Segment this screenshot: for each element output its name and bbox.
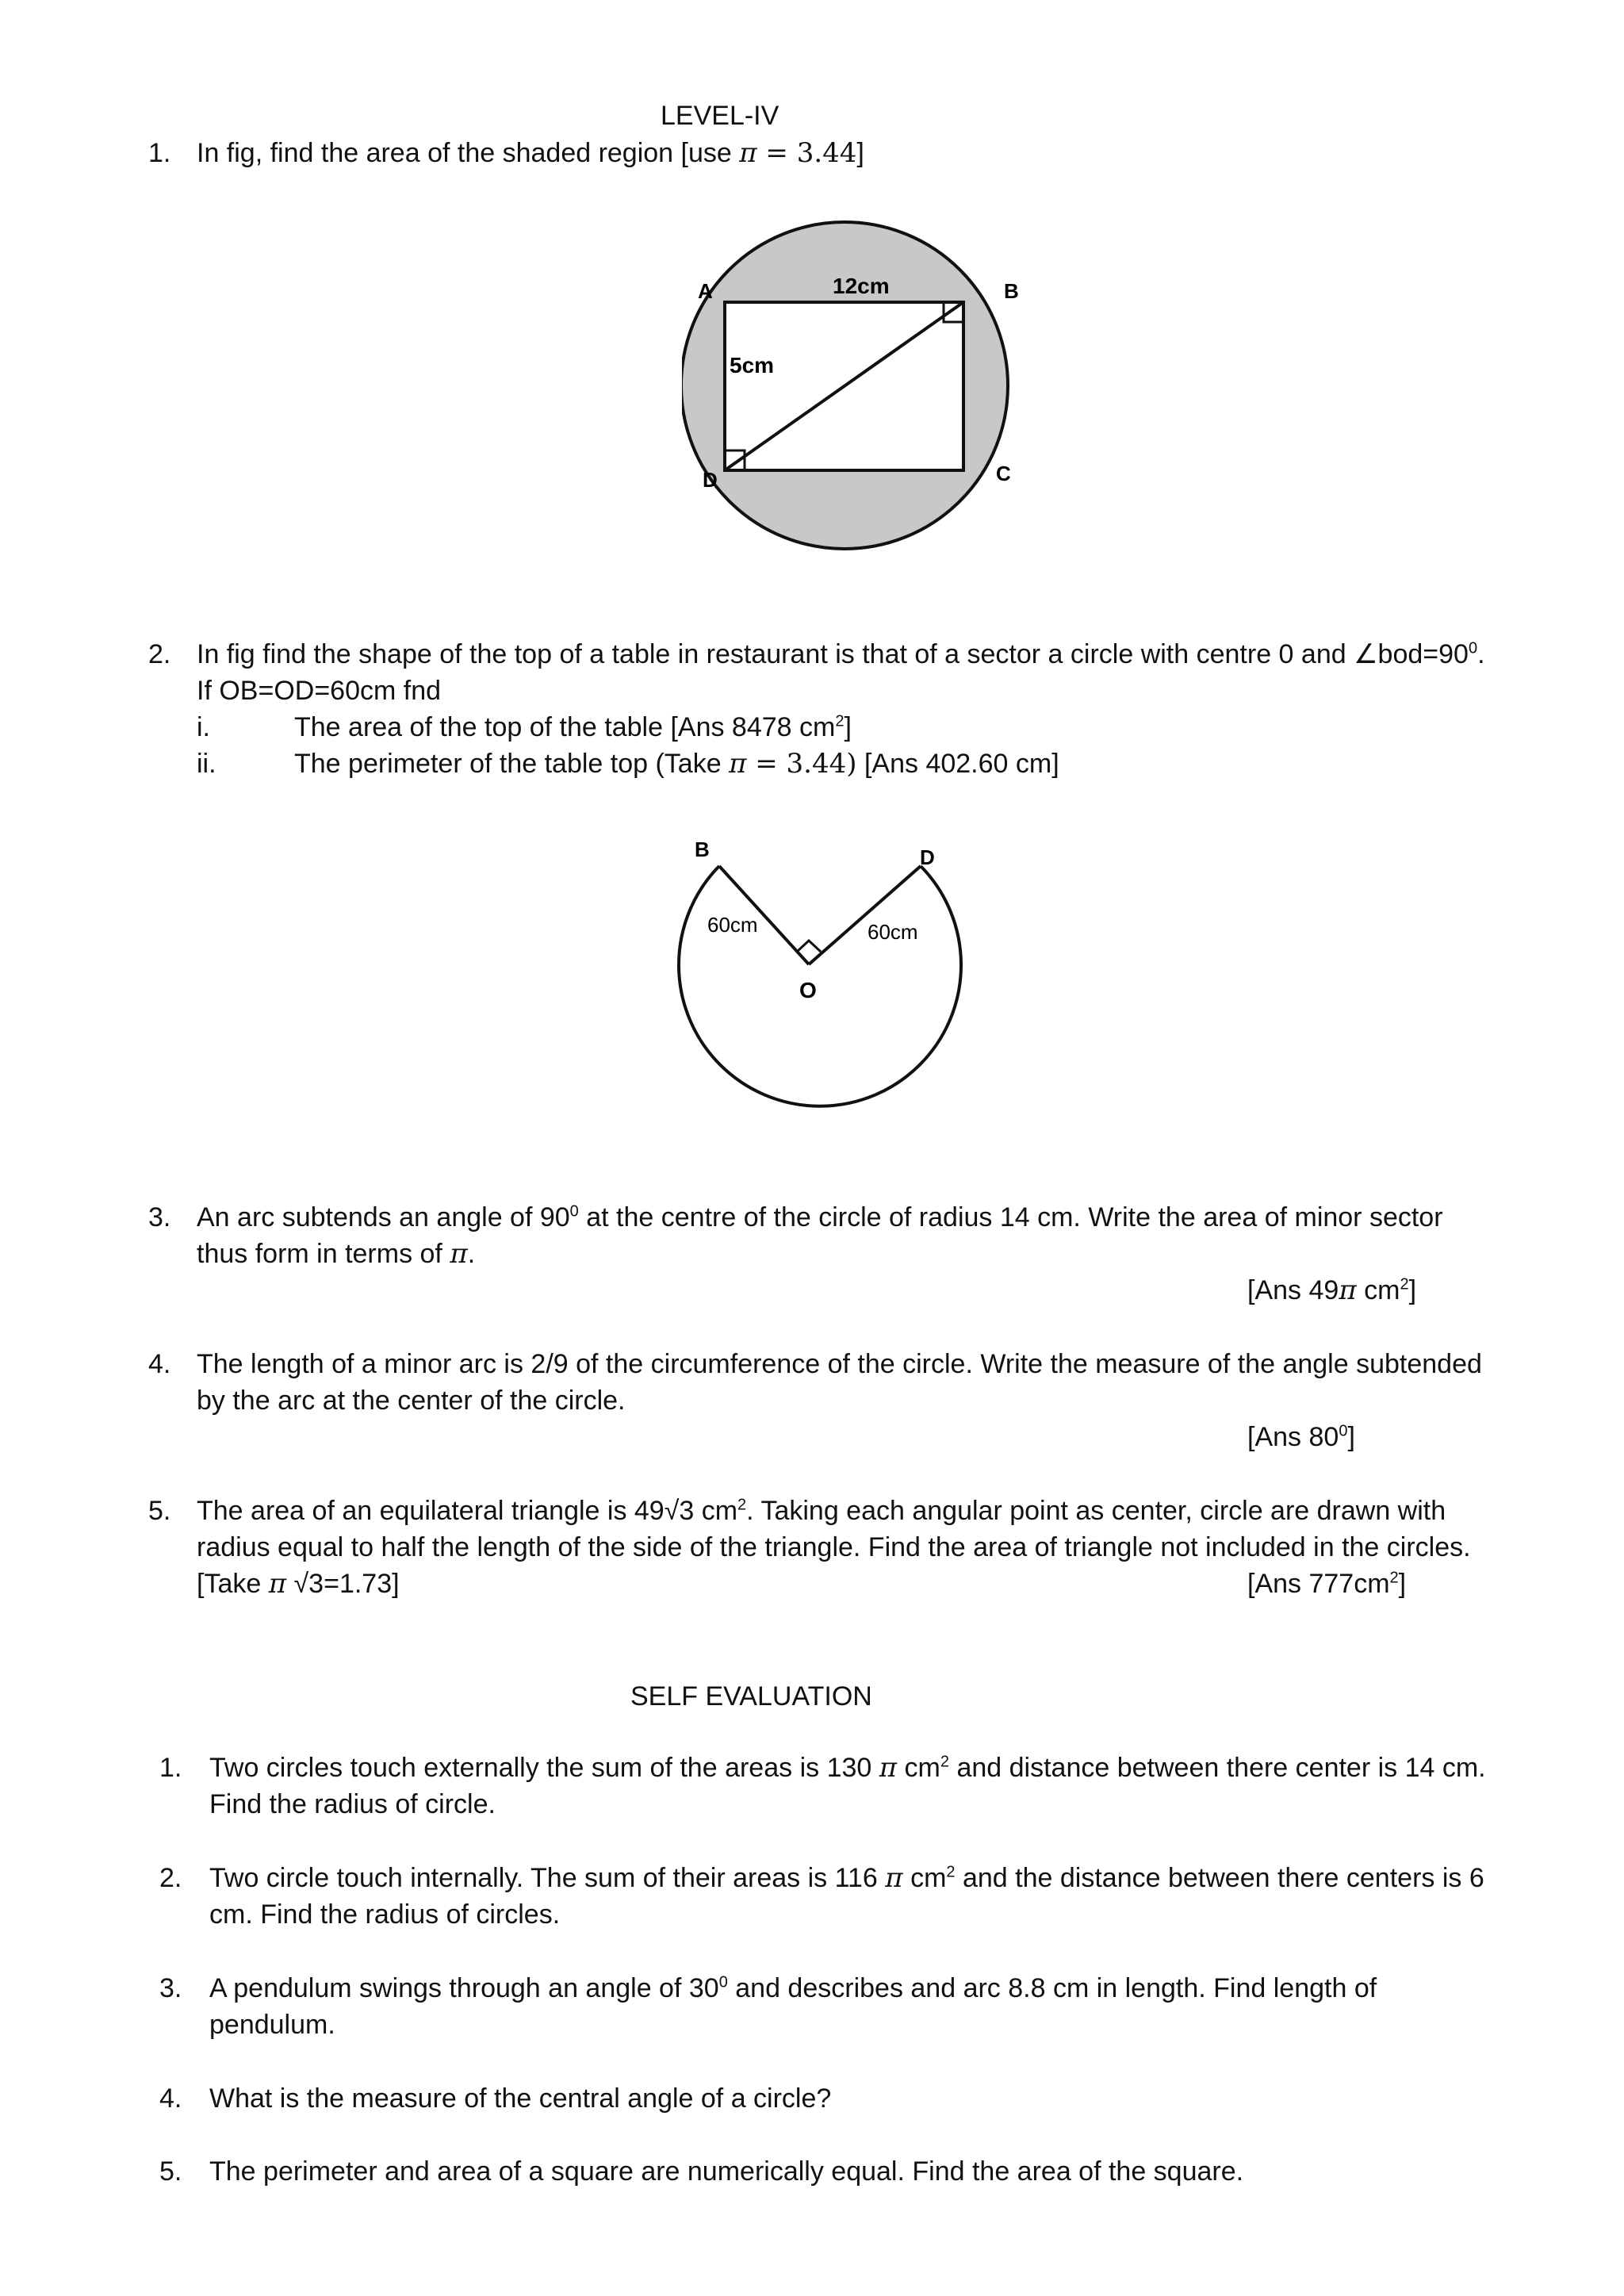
- q1-number: 1.: [148, 138, 171, 168]
- radius-od: [809, 866, 921, 964]
- q5-line1-end: . Taking each angular point as center, circle are drawn with: [746, 1496, 1446, 1526]
- pi-symbol: π: [739, 137, 757, 169]
- q3-answer: [1247, 1272, 1416, 1309]
- se-q2-text-b: cm: [902, 1863, 947, 1893]
- squared-superscript: 2: [737, 1496, 747, 1514]
- label-b: B: [1004, 279, 1019, 303]
- pi-symbol: π: [450, 1238, 468, 1270]
- q3-line1-end: at the centre of the circle of radius 14 cm. Write the area of minor sector: [578, 1202, 1443, 1232]
- q2-line1-text: In fig find the shape of the top of a table in restaurant is that of a sector a circle with centre 0 and ∠bod=90: [197, 639, 1469, 669]
- q4-line2: by the arc at the center of the circle.: [197, 1386, 626, 1416]
- se-q2-line1: [209, 1860, 1484, 1896]
- q2-pi-value: = 3.44): [746, 748, 857, 780]
- right-angle-mark-o: [797, 941, 821, 952]
- q2-line1: [197, 636, 1485, 673]
- squared-superscript: 2: [1400, 1275, 1409, 1294]
- se-q1-line1: [209, 1750, 1486, 1786]
- label-o: O: [799, 978, 817, 1002]
- q2-sub-i-main: The area of the top of the table [Ans 8478 cm: [294, 712, 836, 742]
- se-q3-text-b: and describes and arc 8.8 cm in length. Find length of: [727, 1973, 1377, 2003]
- degree-superscript: 0: [1339, 1422, 1348, 1440]
- side-ad-label: 5cm: [730, 353, 775, 378]
- q2-sub-ii-end: [Ans 402.60 cm]: [856, 749, 1059, 779]
- q3-line2-end: .: [467, 1239, 476, 1269]
- q2-sub-ii-main: The perimeter of the table top (Take: [294, 749, 730, 779]
- se-q1-number: 1.: [159, 1753, 182, 1783]
- se-q1-text-c: and distance between there center is 14 cm.: [949, 1753, 1486, 1783]
- se-q5-number: 5.: [159, 2156, 182, 2187]
- degree-superscript: 0: [569, 1202, 579, 1221]
- q1-close: ]: [856, 138, 864, 168]
- label-b: B: [695, 838, 710, 861]
- se-q3-line1: [209, 1970, 1377, 2007]
- pi-symbol: π: [1339, 1274, 1357, 1306]
- q4-line1: The length of a minor arc is 2/9 of the circumference of the circle. Write the measure of the angle subtended: [197, 1349, 1482, 1379]
- q2-sub-ii-number: ii.: [197, 749, 216, 779]
- figure-circle-rectangle: [682, 214, 1039, 555]
- se-q3-text-a: A pendulum swings through an angle of 30: [209, 1973, 719, 2003]
- se-q2-text-a: Two circle touch internally. The sum of their areas is 116: [209, 1863, 886, 1893]
- page-title: LEVEL-IV: [661, 101, 779, 131]
- q4-answer-end: ]: [1347, 1422, 1355, 1452]
- q5-line1: [197, 1493, 1446, 1529]
- degree-superscript: 0: [1468, 639, 1478, 657]
- figure-table-sector: [658, 833, 975, 1110]
- degree-superscript: 0: [718, 1973, 728, 1991]
- q5-line3: [197, 1566, 400, 1602]
- squared-superscript: 2: [946, 1863, 956, 1881]
- q4-answer-text: [Ans 80: [1247, 1422, 1339, 1452]
- squared-superscript: 2: [835, 712, 845, 730]
- se-q3-number: 3.: [159, 1973, 182, 2003]
- q2-sub-i-number: i.: [197, 712, 210, 742]
- q5-answer-end: ]: [1398, 1569, 1407, 1599]
- q3-answer-text: [Ans 49: [1247, 1275, 1339, 1305]
- se-q1-text-b: cm: [897, 1753, 940, 1783]
- radius-od-label: 60cm: [868, 920, 918, 944]
- q5-answer: [1247, 1566, 1406, 1602]
- label-c: C: [996, 462, 1011, 485]
- section-title-self-evaluation: SELF EVALUATION: [630, 1681, 872, 1711]
- label-d: D: [920, 845, 935, 869]
- pi-symbol: π: [729, 748, 747, 780]
- q2-line1-end: .: [1477, 639, 1485, 669]
- q5-answer-text: [Ans 777cm: [1247, 1569, 1390, 1599]
- q3-answer-end: ]: [1408, 1275, 1417, 1305]
- q3-number: 3.: [148, 1202, 171, 1232]
- squared-superscript: 2: [940, 1753, 950, 1771]
- se-q2-text-c: and the distance between there centers is 6: [955, 1863, 1484, 1893]
- q5-line2: radius equal to half the length of the side of the triangle. Find the area of triangle not included in the circles.: [197, 1532, 1471, 1562]
- q2-number: 2.: [148, 639, 171, 669]
- q4-number: 4.: [148, 1349, 171, 1379]
- q3-line1-text: An arc subtends an angle of 90: [197, 1202, 570, 1232]
- se-q4-number: 4.: [159, 2083, 182, 2114]
- se-q5-line1: The perimeter and area of a square are numerically equal. Find the area of the square.: [209, 2156, 1244, 2187]
- q2-sub-i-end: ]: [844, 712, 852, 742]
- q2-sub-i-text: [294, 709, 852, 746]
- se-q1-line2: Find the radius of circle.: [209, 1789, 496, 1819]
- label-d: D: [703, 468, 718, 492]
- side-ab-label: 12cm: [833, 274, 890, 298]
- q1-text: [197, 135, 864, 171]
- radius-ob-label: 60cm: [707, 913, 758, 937]
- se-q2-line2: cm. Find the radius of circles.: [209, 1899, 561, 1930]
- q2-line2: If OB=OD=60cm fnd: [197, 676, 442, 706]
- q5-line1-text: The area of an equilateral triangle is 49√3 cm: [197, 1496, 738, 1526]
- q5-number: 5.: [148, 1496, 171, 1526]
- pi-symbol: π: [885, 1862, 903, 1894]
- q3-line1: [197, 1199, 1443, 1236]
- q3-answer-unit: cm: [1356, 1275, 1400, 1305]
- se-q2-number: 2.: [159, 1863, 182, 1893]
- se-q3-line2: pendulum.: [209, 2010, 335, 2040]
- q1-text-main: In fig, find the area of the shaded region [use: [197, 138, 740, 168]
- q3-line2: [197, 1236, 475, 1272]
- q3-line2-text: thus form in terms of: [197, 1239, 450, 1269]
- se-q1-text-a: Two circles touch externally the sum of the areas is 130: [209, 1753, 879, 1783]
- squared-superscript: 2: [1389, 1569, 1399, 1587]
- q5-line3-end: √3=1.73]: [286, 1569, 400, 1599]
- q2-sub-ii-text: [294, 746, 1059, 782]
- pi-symbol: π: [268, 1568, 287, 1600]
- q1-pi-value: = 3.44: [756, 137, 857, 169]
- pi-symbol: π: [879, 1752, 898, 1784]
- major-arc-bd: [679, 866, 961, 1106]
- label-a: A: [698, 279, 713, 303]
- q5-line3-start: [Take: [197, 1569, 269, 1599]
- se-q4-line1: What is the measure of the central angle of a circle?: [209, 2083, 832, 2114]
- q4-answer: [1247, 1419, 1355, 1455]
